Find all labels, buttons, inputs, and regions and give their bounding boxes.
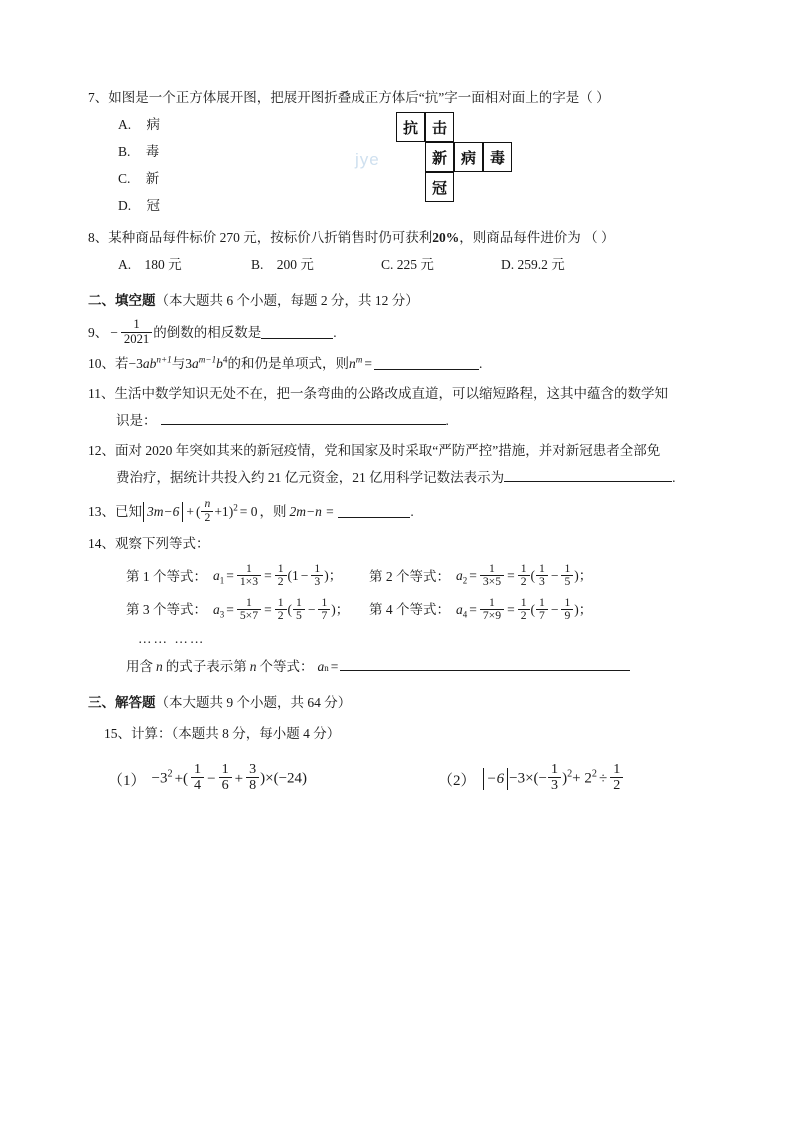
- q15-p2-fraction: [548, 762, 561, 793]
- q14-final-text-2: 的式子表示第: [165, 658, 247, 674]
- q10-exp-1: n+1: [156, 354, 172, 365]
- question-9-body: [108, 318, 708, 348]
- equation-3-inner-second-num: 1: [321, 595, 328, 609]
- q13-absolute-value: 3m−6: [143, 502, 183, 522]
- q13-text-1: 已知: [115, 503, 142, 519]
- q15-p1-lead-exponent: 2: [167, 768, 173, 780]
- q15-p2-plus-two: + 2: [572, 770, 592, 787]
- question-10-body: [115, 350, 708, 378]
- q15-p1-plus-paren: +(: [174, 770, 189, 787]
- watermark-text: jye: [355, 150, 380, 169]
- equation-3-inner-first-den: 5: [293, 609, 305, 622]
- q13-then: 则: [273, 503, 287, 519]
- question-8-option-c[interactable]: [381, 251, 501, 278]
- cube-net-cell-ji: 击: [425, 112, 454, 142]
- equation-1-subscript: 1: [219, 576, 225, 587]
- q10-text-3: 的和仍是单项式，则: [227, 355, 349, 371]
- question-14-ellipsis: …… ……: [138, 631, 206, 647]
- equation-2-label: 第 2 个等式：: [369, 568, 450, 584]
- equation-2-lhs-fraction: [480, 563, 504, 589]
- equation-2-expression: $a_2$ = $\frac{1}{3\times 5}$ = $\frac{1}{2}$ ( $\frac{1}{3}$ − $\frac{1}{5}$ )；: [456, 562, 593, 589]
- equation-2-half-num: 1: [520, 562, 527, 576]
- question-14-number: 14、: [88, 536, 115, 552]
- q15-p1-f3-den: 8: [246, 777, 259, 793]
- q15-p1-lead: −3: [151, 770, 168, 787]
- equation-4-half: [518, 597, 530, 623]
- q14-final-n-2: n: [249, 658, 257, 674]
- question-12-line-1: 面对 2020 年突如其来的新冠疫情，党和国家及时采取“严防严控”措施，并对新冠患者全部免: [115, 443, 661, 459]
- q13-fraction-denominator: 2: [201, 511, 213, 524]
- q10-answer-blank[interactable]: [374, 356, 479, 370]
- q15-p2-f-num: 1: [551, 761, 559, 778]
- q13-comma: ，: [259, 503, 274, 519]
- question-8-option-a[interactable]: [118, 251, 251, 278]
- question-15-part-1: [108, 761, 438, 795]
- question-15-stem: 计算：（本题共 8 分，每小题 4 分）: [131, 725, 341, 741]
- equation-2-inner-first-den: 3: [536, 575, 548, 588]
- q15-p1-f2-num: 1: [221, 761, 229, 778]
- q8-option-a-text: 180 元: [144, 256, 182, 272]
- q10-exp-a2: m−1: [198, 354, 217, 365]
- question-7-number: 7、: [88, 90, 109, 105]
- equation-4-label: 第 4 个等式：: [369, 602, 450, 618]
- equation-3-half-den: 2: [275, 609, 287, 622]
- q9-period: .: [333, 324, 337, 340]
- question-13-body: [115, 495, 708, 529]
- equation-4-half-den: 2: [518, 609, 530, 622]
- q13-equals-zero: = 0: [239, 503, 258, 519]
- q10-var-a2: a: [192, 355, 199, 371]
- q10-exp-b2: 4: [222, 354, 228, 365]
- equation-1-inner-first-whole: 1: [292, 568, 299, 584]
- q9-answer-blank[interactable]: [261, 325, 333, 339]
- q8-option-b-text: 200 元: [276, 256, 314, 272]
- option-d-key: D.: [118, 197, 132, 213]
- q8-option-c-text: 225 元: [396, 256, 434, 272]
- q15-part-1-label: （1）: [108, 772, 146, 789]
- equation-1-half-num: 1: [277, 562, 284, 576]
- q15-p2-square: 2: [567, 768, 573, 780]
- q9-text: 的倒数的相反数是: [153, 324, 262, 340]
- q9-fraction: [121, 318, 152, 346]
- option-c-text: 新: [145, 170, 160, 186]
- option-a-text: 病: [146, 116, 160, 132]
- q15-p1-fraction-2: [219, 762, 232, 793]
- section-2-header: [88, 287, 708, 314]
- equation-2-inner-second-den: 5: [561, 575, 573, 588]
- equation-4-inner-first-den: 7: [536, 609, 548, 622]
- equation-1-expression: $a_1$ = $\frac{1}{1\times 3}$ = $\frac{1}{2}$ (1 − $\frac{1}{3}$ )；: [213, 562, 343, 589]
- option-b-key: B.: [118, 143, 131, 159]
- question-15-calculations: [88, 761, 708, 795]
- section-2-label: 二、填空题: [88, 292, 156, 308]
- q15-p1-minus: −: [207, 770, 216, 787]
- equation-4-subscript: 4: [462, 609, 468, 620]
- q15-p1-f3-num: 3: [249, 761, 257, 778]
- equation-2-inner-first: [536, 563, 548, 589]
- q15-p2-divide: ÷: [598, 770, 608, 787]
- option-d-text: 冠: [146, 197, 160, 213]
- equation-3-subscript: 3: [219, 609, 225, 620]
- question-8-option-d[interactable]: [501, 251, 565, 278]
- question-10-number: 10、: [88, 355, 115, 371]
- equation-1-lhs-den: 1×3: [237, 575, 261, 588]
- q11-period: .: [445, 412, 449, 428]
- equation-4: [369, 593, 592, 627]
- q9-minus-sign: −: [110, 324, 118, 340]
- q13-paren-open: (: [195, 503, 201, 519]
- question-9: [88, 318, 708, 348]
- option-b-text: 毒: [145, 143, 160, 159]
- question-8-options: [88, 251, 708, 278]
- equation-3-label: 第 3 个等式：: [126, 602, 207, 618]
- q15-p2-close-paren: ): [562, 770, 568, 787]
- equation-2-lhs-num: 1: [489, 562, 495, 576]
- question-14-final-prompt: [88, 652, 708, 682]
- q10-result-base: n: [349, 355, 356, 371]
- question-11-number: 11、: [88, 385, 115, 401]
- equation-2-inner-first-num: 1: [539, 562, 545, 576]
- equation-1-lhs-num: 1: [246, 562, 252, 576]
- q13-plus: +: [186, 503, 194, 519]
- question-8-option-b[interactable]: [251, 251, 381, 278]
- question-11: [88, 380, 708, 407]
- q13-square-exponent: 2: [233, 502, 238, 513]
- question-8-stem: [108, 228, 708, 249]
- cube-net-cell-du: 毒: [483, 142, 512, 172]
- cube-net-cell-bing: 病: [454, 142, 483, 172]
- question-10: [88, 350, 708, 378]
- q10-var-b1: b: [149, 355, 157, 371]
- q15-p2-f-den: 3: [548, 777, 561, 793]
- equation-2-subscript: 2: [462, 576, 468, 587]
- question-14-equation-row-2: [88, 593, 708, 627]
- section-3-note: （本大题共 9 个小题，共 64 分）: [155, 694, 352, 710]
- equation-2-lhs-den: 3×5: [480, 575, 504, 588]
- equation-4-half-num: 1: [520, 595, 527, 609]
- equation-3-inner-second: [318, 597, 330, 623]
- option-c-key: C.: [118, 170, 131, 186]
- question-11-line-1: 生活中数学知识无处不在，把一条弯曲的公路改成直道，可以缩短路程，这其中蕴含的数学知: [114, 385, 668, 401]
- equation-3-expression: $a_3$ = $\frac{1}{5\times 7}$ = $\frac{1}{2}$ ( $\frac{1}{5}$ − $\frac{1}{7}$ )；: [213, 595, 350, 622]
- q12-period: .: [672, 470, 676, 486]
- cube-net-cell-kang: 抗: [396, 112, 425, 142]
- q15-p2-half: [610, 762, 623, 793]
- q9-fraction-numerator: 1: [133, 317, 140, 332]
- question-8-stem-part-b: ，则商品每件进价为 （ ）: [459, 229, 615, 245]
- question-8-stem-part-a: 某种商品每件标价 270 元，按标价八折销售时仍可获利: [108, 229, 433, 245]
- q15-p2-half-den: 2: [610, 777, 623, 793]
- cube-net-diagram: [396, 112, 526, 208]
- equation-2-half: [518, 563, 530, 589]
- equation-2: [369, 559, 592, 593]
- equation-1-lhs-fraction: [237, 563, 261, 589]
- q14-final-n-1: n: [156, 658, 163, 674]
- q8-option-c-key: C.: [381, 256, 394, 272]
- question-13-number: 13、: [88, 503, 115, 519]
- q15-p2-square-2: 2: [591, 768, 597, 780]
- q13-fraction: [201, 498, 213, 524]
- equation-3: [126, 593, 369, 627]
- q15-p1-f1-num: 1: [194, 761, 202, 778]
- question-7-stem: 如图是一个正方体展开图，把展开图折叠成正方体后“抗”字一面相对面上的字是（ ）: [108, 90, 610, 105]
- question-9-number: 9、: [88, 324, 109, 340]
- equation-1-label: 第 1 个等式：: [126, 568, 207, 584]
- equation-4-inner-first-num: 1: [539, 595, 545, 609]
- equation-3-inner-second-den: 7: [318, 609, 330, 622]
- q13-paren-close: ): [228, 503, 234, 519]
- equation-3-inner-first: [293, 597, 305, 623]
- equation-3-lhs-den: 5×7: [237, 609, 261, 622]
- q15-part-2-label: （2）: [438, 772, 476, 789]
- q15-p1-f1-den: 4: [191, 777, 204, 793]
- q13-expression-2: 2m−n =: [289, 503, 335, 519]
- question-15-number: 15、: [104, 725, 131, 741]
- section-3-header: [88, 689, 708, 716]
- equation-1-half-den: 2: [275, 575, 287, 588]
- equation-1-inner-second-num: 1: [314, 562, 321, 576]
- q10-coef-2: 3: [185, 355, 192, 371]
- equation-3-lhs-fraction: [237, 597, 261, 623]
- equation-1: [126, 559, 369, 593]
- equation-2-inner-second-num: 1: [564, 562, 571, 576]
- equation-2-inner-second: [561, 563, 573, 589]
- question-12: [88, 437, 708, 464]
- q15-p2-minus-three: −3×(−: [509, 770, 548, 787]
- q13-answer-blank[interactable]: [338, 504, 410, 518]
- question-14: [88, 530, 708, 557]
- question-11-line-2-prefix: 识是：: [116, 412, 157, 428]
- q13-plus-one: +1: [214, 503, 229, 519]
- question-13: [88, 495, 708, 529]
- equation-4-inner-second: [561, 597, 573, 623]
- q8-option-d-text: 259.2 元: [517, 256, 565, 272]
- q15-p1-f2-den: 6: [219, 777, 232, 793]
- q10-var-b2: b: [216, 355, 223, 371]
- equation-4-inner-second-den: 9: [561, 609, 573, 622]
- q9-fraction-denominator: 2021: [121, 332, 152, 346]
- q10-text-2: 与: [171, 355, 186, 371]
- q10-coef-1: −3: [128, 355, 143, 371]
- q14-final-text-1: 用含: [126, 658, 153, 674]
- question-8-percent: 20%: [432, 229, 460, 245]
- q15-p2-absolute-value: −6: [483, 768, 509, 791]
- equation-4-inner-second-num: 1: [564, 595, 571, 609]
- q15-part-1-expression: [151, 761, 308, 795]
- q15-p1-tail: )×(−24): [260, 770, 308, 787]
- question-15: [88, 720, 708, 748]
- q15-p1-plus-2: +: [234, 770, 244, 787]
- q15-p1-fraction-1: [191, 762, 204, 793]
- question-8: [88, 228, 708, 249]
- q8-option-a-key: A.: [118, 256, 132, 272]
- q14-final-a-subscript: n: [324, 662, 329, 673]
- equation-3-half: [275, 597, 287, 623]
- question-12-line-2-prefix: 费治疗，据统计共投入约 21 亿元资金，21 亿用科学记数法表示为: [116, 470, 505, 486]
- question-11-line-2-row: [88, 407, 708, 435]
- q14-final-text-3: 个等式：: [259, 658, 314, 674]
- q10-equals: =: [364, 355, 372, 371]
- equation-4-lhs-fraction: [480, 597, 504, 623]
- q8-option-d-key: D.: [501, 256, 515, 272]
- equation-4-lhs-num: 1: [489, 595, 495, 609]
- section-2-note: （本大题共 6 个小题，每题 2 分，共 12 分）: [155, 292, 419, 308]
- q12-answer-blank[interactable]: [504, 468, 672, 482]
- equation-1-inner-second-den: 3: [311, 575, 323, 588]
- q10-result-exp: m: [355, 354, 363, 365]
- q13-period: .: [410, 503, 414, 519]
- question-7: [88, 88, 708, 109]
- q15-p2-half-num: 1: [613, 761, 621, 778]
- equation-1-inner-second: [311, 563, 323, 589]
- q14-final-equals: =: [330, 658, 339, 674]
- q11-answer-blank[interactable]: [161, 411, 446, 425]
- question-12-number: 12、: [88, 443, 115, 459]
- q14-answer-blank[interactable]: [340, 657, 630, 671]
- equation-4-expression: $a_4$ = $\frac{1}{7\times 9}$ = $\frac{1}{2}$ ( $\frac{1}{7}$ − $\frac{1}{9}$ )；: [456, 595, 593, 622]
- equation-3-half-num: 1: [277, 595, 284, 609]
- equation-4-lhs-den: 7×9: [480, 609, 504, 622]
- equation-2-half-den: 2: [518, 575, 530, 588]
- q15-p1-fraction-3: [246, 762, 259, 793]
- question-14-stem: 观察下列等式：: [115, 536, 210, 552]
- q14-final-a: a: [317, 658, 325, 674]
- q15-part-2-expression: [482, 761, 625, 795]
- q8-option-b-key: B.: [251, 256, 264, 272]
- equation-1-half: [275, 563, 287, 589]
- equation-4-inner-first: [536, 597, 548, 623]
- question-12-line-2-row: [88, 464, 708, 492]
- question-8-number: 8、: [88, 229, 109, 245]
- option-a-key: A.: [118, 116, 132, 132]
- section-3-label: 三、解答题: [88, 694, 156, 710]
- q10-text-1: 若: [115, 355, 129, 371]
- question-15-part-2: [438, 761, 624, 795]
- q10-period: .: [479, 355, 483, 371]
- equation-3-inner-first-num: 1: [296, 595, 302, 609]
- q13-fraction-numerator: n: [204, 497, 211, 511]
- question-14-equation-row-1: [88, 559, 708, 593]
- cube-net-cell-guan: 冠: [425, 172, 454, 202]
- cube-net-cell-xin: 新: [425, 142, 454, 172]
- equation-3-lhs-num: 1: [246, 595, 252, 609]
- q10-var-a1: a: [142, 355, 150, 371]
